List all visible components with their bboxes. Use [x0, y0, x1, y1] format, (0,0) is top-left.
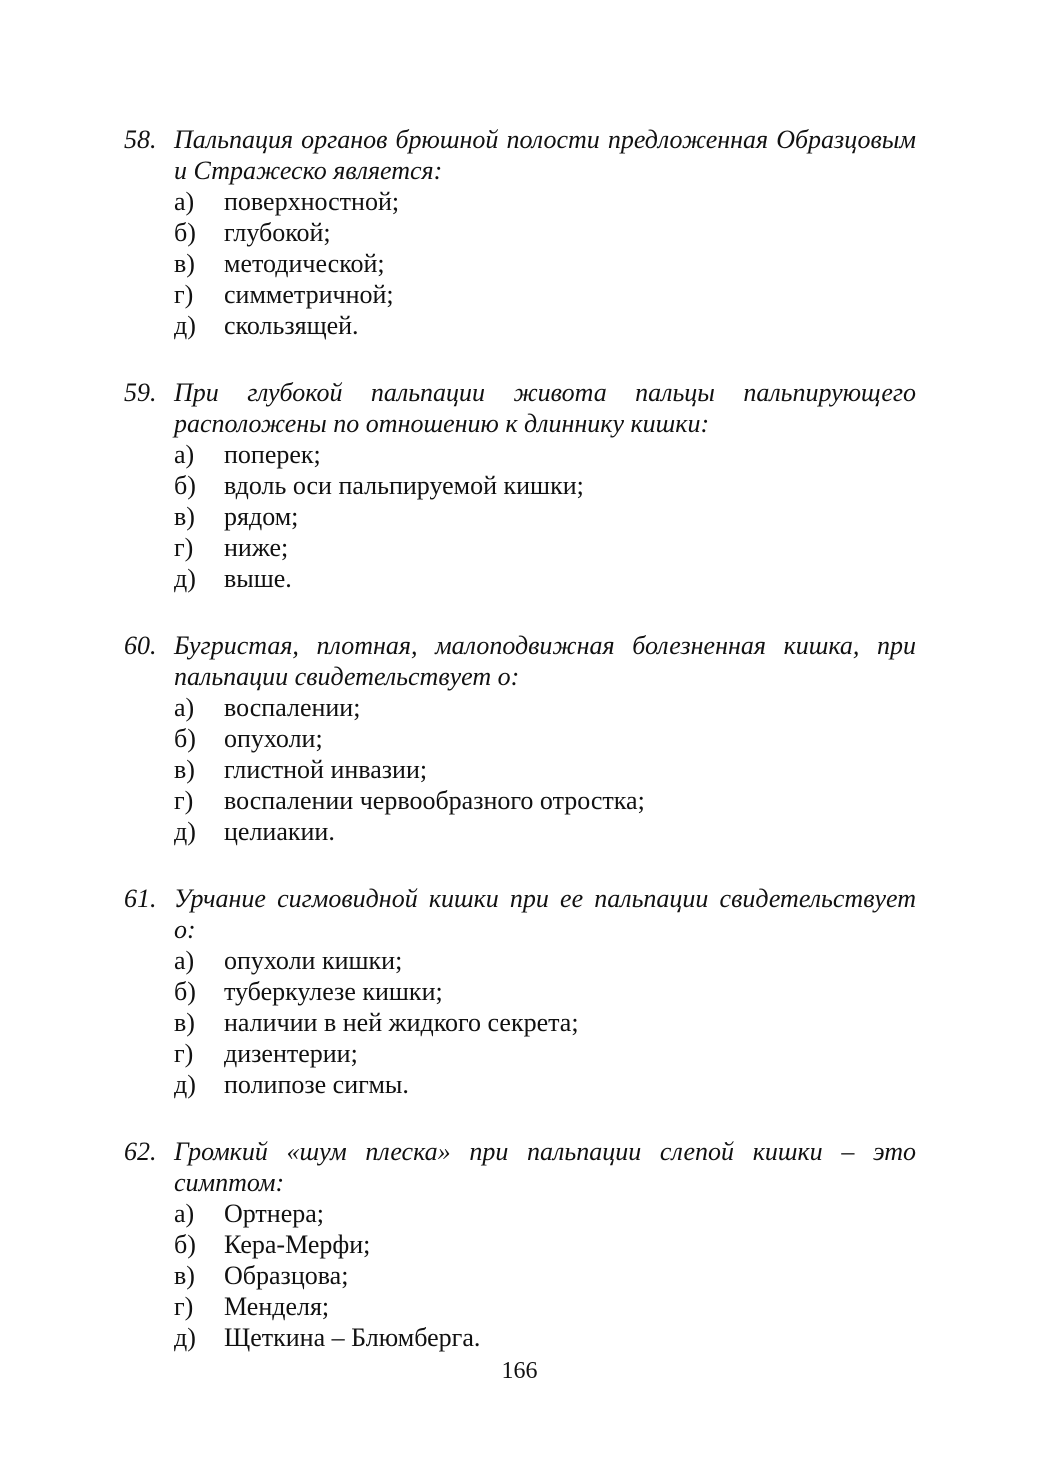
answer-option — [174, 217, 916, 248]
option-letter: в) — [174, 1008, 195, 1037]
option-text: туберкулезе кишки; — [224, 977, 443, 1006]
option-letter: г) — [174, 1292, 194, 1321]
option-text: опухоли; — [224, 724, 323, 753]
option-letter: в) — [174, 1261, 195, 1290]
answer-option — [174, 279, 916, 310]
question-number: 60. — [124, 631, 157, 660]
option-letter: а) — [174, 693, 195, 722]
option-text: Кера-Мерфи; — [224, 1230, 371, 1259]
answer-option — [174, 1069, 916, 1100]
option-letter: г) — [174, 1039, 194, 1068]
question-list — [124, 124, 916, 1389]
option-letter: б) — [174, 471, 196, 500]
option-text: симметричной; — [224, 280, 394, 309]
option-letter: г) — [174, 280, 194, 309]
question-59 — [124, 377, 916, 594]
answer-options — [124, 692, 916, 847]
question-60 — [124, 630, 916, 847]
answer-option — [174, 501, 916, 532]
question-61 — [124, 883, 916, 1100]
option-text: рядом; — [224, 502, 299, 531]
answer-options — [124, 945, 916, 1100]
answer-option — [174, 976, 916, 1007]
question-58 — [124, 124, 916, 341]
question-text: Громкий «шум плеска» при пальпации слепой кишки – это симптом: — [174, 1137, 916, 1197]
option-text: Менделя; — [224, 1292, 330, 1321]
option-text: полипозе сигмы. — [224, 1070, 409, 1099]
question-heading — [124, 377, 916, 439]
option-letter: б) — [174, 1230, 196, 1259]
option-letter: а) — [174, 1199, 195, 1228]
option-letter: г) — [174, 786, 194, 815]
option-letter: б) — [174, 218, 196, 247]
answer-option — [174, 1038, 916, 1069]
option-text: глубокой; — [224, 218, 331, 247]
option-text: Щеткина – Блюмберга. — [224, 1323, 481, 1352]
option-letter: а) — [174, 946, 195, 975]
option-text: Ортнера; — [224, 1199, 325, 1228]
answer-option — [174, 532, 916, 563]
option-letter: в) — [174, 502, 195, 531]
option-letter: д) — [174, 311, 196, 340]
option-letter: в) — [174, 755, 195, 784]
question-text: Урчание сигмовидной кишки при ее пальпации свидетельствует о: — [174, 884, 916, 944]
option-letter: б) — [174, 724, 196, 753]
option-text: поперек; — [224, 440, 321, 469]
answer-option — [174, 1007, 916, 1038]
option-letter: д) — [174, 564, 196, 593]
answer-option — [174, 723, 916, 754]
option-text: наличии в ней жидкого секрета; — [224, 1008, 579, 1037]
option-text: воспалении червообразного отростка; — [224, 786, 645, 815]
option-text: поверхностной; — [224, 187, 400, 216]
answer-option — [174, 785, 916, 816]
option-letter: а) — [174, 187, 195, 216]
question-heading — [124, 883, 916, 945]
answer-option — [174, 470, 916, 501]
question-text: При глубокой пальпации живота пальцы пальпирующего расположены по отношению к длиннику кишки: — [174, 378, 916, 438]
option-text: воспалении; — [224, 693, 361, 722]
option-letter: а) — [174, 440, 195, 469]
answer-option — [174, 439, 916, 470]
question-heading — [124, 630, 916, 692]
option-text: вдоль оси пальпируемой кишки; — [224, 471, 584, 500]
question-number: 59. — [124, 378, 157, 407]
question-number: 62. — [124, 1137, 157, 1166]
question-heading — [124, 124, 916, 186]
answer-option — [174, 563, 916, 594]
option-letter: д) — [174, 1070, 196, 1099]
option-letter: д) — [174, 817, 196, 846]
question-62 — [124, 1136, 916, 1353]
option-text: целиакии. — [224, 817, 335, 846]
answer-option — [174, 816, 916, 847]
option-text: скользящей. — [224, 311, 359, 340]
option-text: выше. — [224, 564, 292, 593]
option-text: ниже; — [224, 533, 289, 562]
question-text: Пальпация органов брюшной полости предложенная Образцовым и Стражеско является: — [174, 125, 916, 185]
question-heading — [124, 1136, 916, 1198]
option-text: дизентерии; — [224, 1039, 358, 1068]
option-text: глистной инвазии; — [224, 755, 428, 784]
option-text: Образцова; — [224, 1261, 349, 1290]
answer-option — [174, 310, 916, 341]
answer-options — [124, 1198, 916, 1353]
answer-option — [174, 186, 916, 217]
option-letter: в) — [174, 249, 195, 278]
page-number: 166 — [501, 1358, 538, 1384]
answer-option — [174, 754, 916, 785]
answer-options — [124, 186, 916, 341]
option-letter: б) — [174, 977, 196, 1006]
answer-option — [174, 248, 916, 279]
answer-option — [174, 945, 916, 976]
question-text: Бугристая, плотная, малоподвижная болезненная кишка, при пальпации свидетельствует о: — [174, 631, 916, 691]
answer-option — [174, 1229, 916, 1260]
answer-option — [174, 692, 916, 723]
answer-option — [174, 1322, 916, 1353]
option-letter: г) — [174, 533, 194, 562]
answer-option — [174, 1198, 916, 1229]
option-letter: д) — [174, 1323, 196, 1352]
answer-option — [174, 1260, 916, 1291]
question-number: 61. — [124, 884, 157, 913]
answer-option — [174, 1291, 916, 1322]
answer-options — [124, 439, 916, 594]
option-text: методической; — [224, 249, 385, 278]
option-text: опухоли кишки; — [224, 946, 403, 975]
question-number: 58. — [124, 125, 157, 154]
